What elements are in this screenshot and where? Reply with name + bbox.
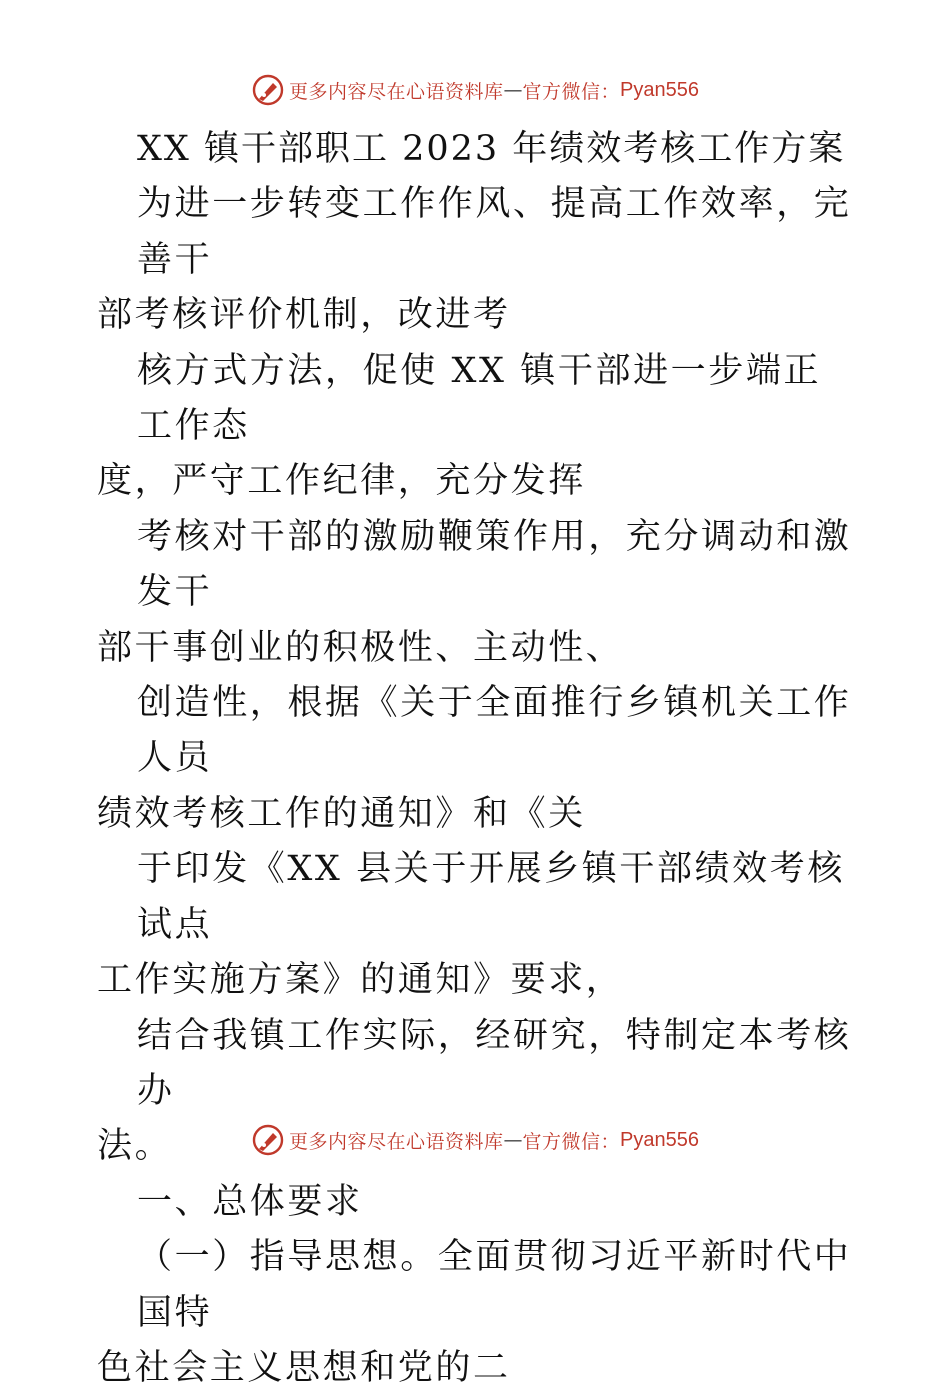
- text-line: （一）指导思想。全面贯彻习近平新时代中国特: [137, 1237, 852, 1333]
- pen-nib-logo-icon: [251, 1123, 285, 1157]
- document-body: [97, 122, 857, 1396]
- text-line: 法。: [97, 1126, 173, 1167]
- text-line: 为进一步转变工作作风、提高工作效率，完善干: [137, 184, 852, 280]
- watermark-id: Pyan556: [620, 1128, 699, 1151]
- text-line: 色社会主义思想和党的二: [97, 1347, 511, 1388]
- text-line: 结合我镇工作实际，经研究，特制定本考核办: [137, 1015, 852, 1111]
- watermark-separator: —: [503, 1129, 523, 1151]
- pen-nib-logo-icon: [251, 73, 285, 107]
- text-line: 绩效考核工作的通知》和《关: [97, 793, 586, 834]
- watermark-text: 更多内容尽在心语资料库: [289, 80, 504, 103]
- watermark-label: 官方微信：: [522, 1130, 621, 1153]
- text-line: 度，严守工作纪律，充分发挥: [97, 461, 586, 502]
- watermark-separator: —: [503, 79, 523, 101]
- text-line: 核方式方法，促使 XX 镇干部进一步端正工作态: [137, 350, 822, 447]
- text-line: 创造性，根据《关于全面推行乡镇机关工作人员: [137, 683, 852, 779]
- text-line: 考核对干部的激励鞭策作用，充分调动和激发干: [137, 516, 852, 613]
- watermark-banner-top: [0, 70, 950, 110]
- text-line: 部干事创业的积极性、主动性、: [97, 627, 624, 668]
- document-title: XX 镇干部职工 2023 年绩效考核工作方案: [137, 129, 846, 169]
- watermark-text: 更多内容尽在心语资料库: [289, 1130, 504, 1153]
- watermark-id: Pyan556: [620, 78, 699, 101]
- watermark-banner-bottom: [0, 1120, 950, 1160]
- text-line: 于印发《XX 县关于开展乡镇干部绩效考核试点: [137, 849, 845, 945]
- text-line: 工作实施方案》的通知》要求，: [97, 960, 624, 1001]
- text-line: 部考核评价机制，改进考: [97, 295, 511, 336]
- watermark-label: 官方微信：: [522, 80, 621, 103]
- section-heading: 一、总体要求: [137, 1181, 363, 1222]
